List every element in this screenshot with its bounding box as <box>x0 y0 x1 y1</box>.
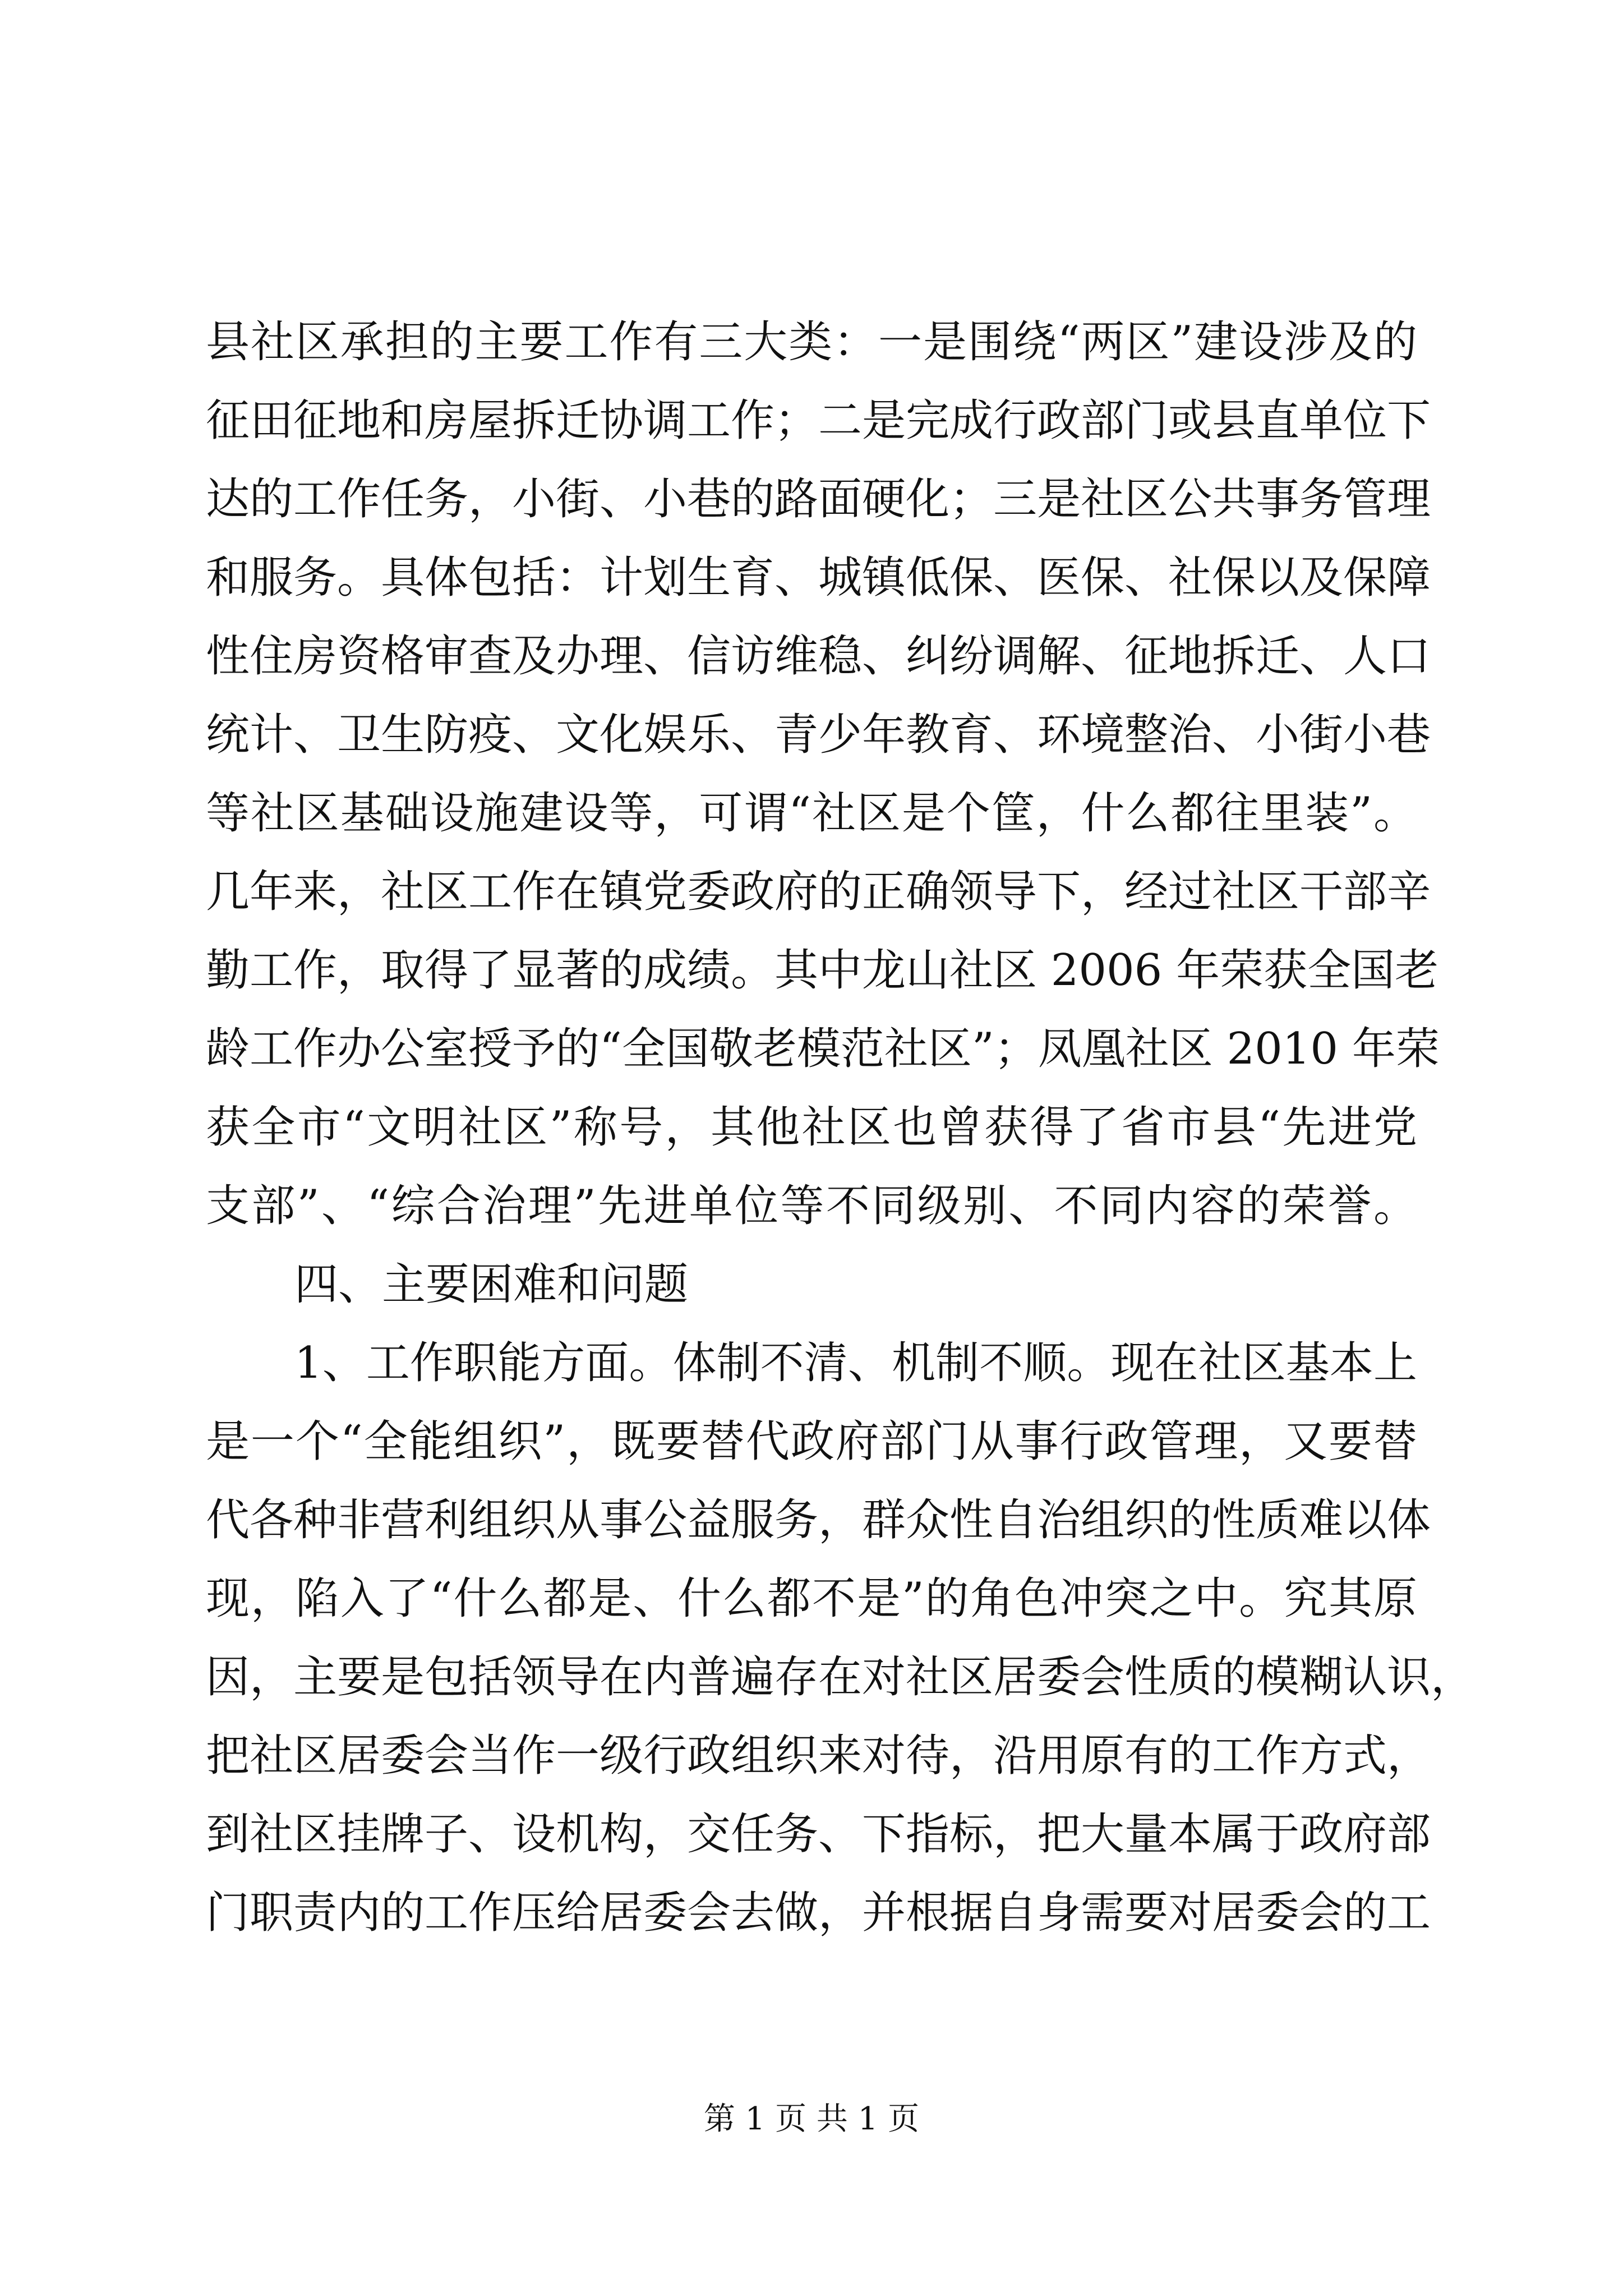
text-line-11: 获全市“文明社区”称号，其他社区也曾获得了省市县“先进党 <box>206 1102 1417 1153</box>
text-line-8: 几年来，社区工作在镇党委政府的正确领导下，经过社区干部辛 <box>206 867 1431 917</box>
text-line-6: 统计、卫生防疫、文化娱乐、青少年教育、环境整治、小街小巷 <box>206 710 1431 760</box>
page-footer: 第 1 页 共 1 页 <box>703 2101 920 2137</box>
text-line-14: 1、工作职能方面。体制不清、机制不顺。现在社区基本上 <box>294 1338 1417 1388</box>
text-line-20: 到社区挂牌子、设机构，交任务、下指标，把大量本属于政府部 <box>206 1809 1431 1860</box>
text-line-17: 现，陷入了“什么都是、什么都不是”的角色冲突之中。究其原 <box>206 1573 1417 1624</box>
text-line-9: 勤工作，取得了显著的成绩。其中龙山社区 2006 年荣获全国老 <box>206 945 1439 996</box>
text-line-15: 是一个“全能组织”，既要替代政府部门从事行政管理，又要替 <box>206 1416 1417 1467</box>
text-line-12: 支部”、“综合治理”先进单位等不同级别、不同内容的荣誉。 <box>206 1181 1417 1231</box>
text-line-19: 把社区居委会当作一级行政组织来对待，沿用原有的工作方式， <box>206 1731 1431 1781</box>
text-line-4: 和服务。具体包括：计划生育、城镇低保、医保、社保以及保障 <box>206 553 1431 603</box>
document-body <box>206 303 1475 1952</box>
text-line-7: 等社区基础设施建设等，可谓“社区是个筐，什么都往里装”。 <box>206 788 1417 839</box>
text-line-2: 征田征地和房屋拆迁协调工作；二是完成行政部门或县直单位下 <box>206 395 1431 446</box>
text-line-10: 龄工作办公室授予的“全国敬老模范社区”；凤凰社区 2010 年荣 <box>206 1024 1440 1074</box>
text-line-21: 门职责内的工作压给居委会去做，并根据自身需要对居委会的工 <box>206 1888 1431 1938</box>
text-line-16: 代各种非营利组织从事公益服务，群众性自治组织的性质难以体 <box>206 1495 1431 1545</box>
text-line-1: 县社区承担的主要工作有三大类：一是围绕“两区”建设涉及的 <box>206 317 1417 367</box>
text-line-3: 达的工作任务，小街、小巷的路面硬化；三是社区公共事务管理 <box>206 474 1431 524</box>
section-heading: 四、主要困难和问题 <box>294 1259 689 1310</box>
text-line-5: 性住房资格审查及办理、信访维稳、纠纷调解、征地拆迁、人口 <box>206 631 1431 682</box>
text-line-18: 因，主要是包括领导在内普遍存在对社区居委会性质的模糊认识， <box>206 1652 1475 1703</box>
